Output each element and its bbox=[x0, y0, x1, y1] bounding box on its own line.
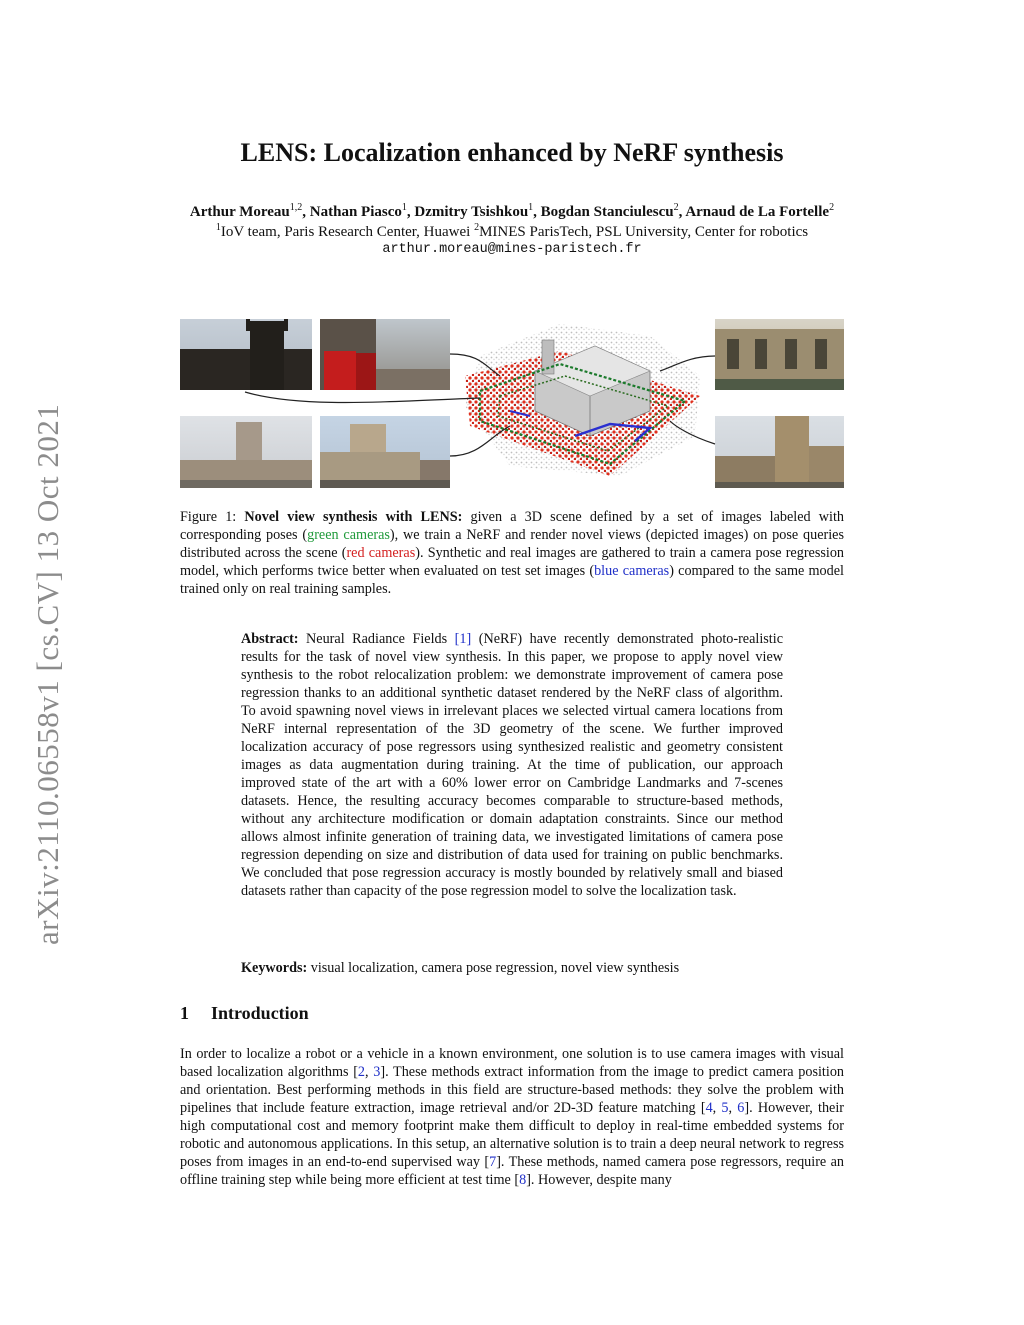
figure-caption-bold: Novel view synthesis with LENS: bbox=[244, 509, 463, 525]
author-name: Arthur Moreau bbox=[189, 204, 290, 220]
affiliation: IoV team, Paris Research Center, Huawei bbox=[220, 224, 471, 240]
citation-link[interactable]: 4 bbox=[705, 1100, 713, 1116]
caption-text: given a 3D scene defined by a set of images labeled with corresponding poses ( bbox=[180, 509, 845, 543]
caption-text: ) compared to the same model trained only on real training samples. bbox=[180, 563, 844, 597]
abstract-label: Abstract: bbox=[241, 631, 299, 647]
citation-link[interactable]: 2 bbox=[357, 1064, 366, 1080]
keywords bbox=[241, 960, 801, 977]
intro-text: , bbox=[712, 1100, 722, 1116]
caption-red-cameras: red cameras bbox=[346, 545, 416, 561]
keywords-text: visual localization, camera pose regression, novel view synthesis bbox=[310, 960, 680, 976]
citation-link[interactable]: 8 bbox=[519, 1172, 527, 1188]
author-affil-mark: 1 bbox=[401, 202, 407, 213]
abstract-text: (NeRF) have recently demonstrated photo-realistic results for the task of novel view synthesis. In this paper, we propose to apply novel view synthesis to the robot relocalization problem: we demonstrate improvement of camera pose regression thanks to an additional synthetic dataset rendered by the NeRF class of algorithm. To avoid spawning novel views in irrelevant places we selected virtual camera locations from NeRF internal representation of the 3D geometry of the scene. We further improved localization accuracy of pose regressors using synthesized realistic and geometry consistent images as data augmentation during training. At the time of publication, our approach improved state of the art with a 60% lower error on Cambridge Landmarks and 7-scenes datasets. Hence, the resulting accuracy becomes comparable to structure-based methods, without any architecture modification or domain adaptation constraints. Since our method allows almost infinite generation of training data, we investigated limitations of camera pose regression depending on size and distribution of data used for training on public benchmarks. We concluded that pose regression accuracy is mostly bounded by relatively small and biased datasets rather than capacity of the pose regression model to solve the localization task. bbox=[241, 631, 783, 899]
arxiv-stamp bbox=[30, 355, 65, 945]
section-title: Introduction bbox=[211, 1003, 309, 1023]
author-affil-mark: 1,2 bbox=[289, 202, 303, 213]
figure-1 bbox=[180, 316, 844, 491]
author-name: Dzmitry Tsishkou bbox=[414, 204, 529, 220]
author-name: Nathan Piasco bbox=[309, 204, 402, 220]
paper-title: LENS: Localization enhanced by NeRF synthesis bbox=[240, 138, 784, 167]
citation-link[interactable]: [1] bbox=[454, 631, 472, 647]
intro-text: , bbox=[728, 1100, 738, 1116]
citation-link[interactable]: 6 bbox=[737, 1100, 745, 1116]
section-number: 1 bbox=[180, 1003, 189, 1023]
arxiv-id: arXiv:2110.06558v1 [cs.CV] 13 Oct 2021 bbox=[30, 403, 65, 945]
affil-mark: 1 bbox=[215, 222, 221, 233]
intro-text: , bbox=[365, 1064, 374, 1080]
author-name: Bogdan Stanciulescu bbox=[540, 204, 674, 220]
abstract-text: Neural Radiance Fields bbox=[306, 631, 455, 647]
abstract bbox=[241, 630, 783, 900]
scene-point-cloud bbox=[180, 316, 844, 491]
intro-text: ]. However, their high computational cost and memory footprint make them difficult to deploy in real-time embedded systems for robotic and autonomous applications. In this setup, an alternative solution is to train a deep neural network to regress poses from images in an end-to-end supervised way [ bbox=[180, 1100, 845, 1170]
author-email[interactable]: arthur.moreau@mines-paristech.fr bbox=[382, 242, 642, 257]
affiliation: MINES ParisTech, PSL University, Center for robotics bbox=[479, 224, 809, 240]
caption-green-cameras: green cameras bbox=[307, 527, 390, 543]
intro-text: ]. These methods, named camera pose regressors, require an offline training step while being more efficient at test time [ bbox=[180, 1154, 844, 1188]
author-list: Arthur Moreau$^{1,2}$, Nathan Piasco$^1$, Dzmitry Tsishkou$^1$, Bogdan Stanciulescu$^2$, Arnaud de La Fortelle$^2$ bbox=[189, 202, 835, 220]
figure-label: Figure 1: bbox=[180, 509, 237, 525]
introduction-paragraph bbox=[180, 1045, 844, 1189]
intro-text: ]. However, despite many bbox=[526, 1172, 672, 1188]
author-name: Arnaud de La Fortelle bbox=[685, 204, 830, 220]
figure-caption bbox=[180, 508, 844, 598]
author-affil-mark: 2 bbox=[829, 202, 835, 213]
caption-text: ). Synthetic and real images are gathered to train a camera pose regression model, which performs twice better when evaluated on test set images ( bbox=[180, 545, 845, 579]
caption-blue-cameras: blue cameras bbox=[594, 563, 670, 579]
keywords-label: Keywords: bbox=[241, 960, 308, 976]
connector-arrow bbox=[245, 392, 480, 403]
caption-text: ), we train a NeRF and render novel views (depicted images) on pose queries distributed across the scene ( bbox=[180, 527, 844, 561]
author-affil-mark: 2 bbox=[673, 202, 679, 213]
section-heading bbox=[180, 1003, 309, 1024]
citation-link[interactable]: 3 bbox=[373, 1064, 381, 1080]
author-affil-mark: 1 bbox=[528, 202, 534, 213]
affil-mark: 2 bbox=[474, 222, 480, 233]
citation-link[interactable]: 5 bbox=[721, 1100, 729, 1116]
citation-link[interactable]: 7 bbox=[489, 1154, 497, 1170]
intro-text: In order to localize a robot or a vehicle in a known environment, one solution is to use camera images with visual based localization algorithms [ bbox=[180, 1046, 844, 1080]
affiliations bbox=[0, 222, 1024, 241]
intro-text: ]. These methods extract information from the image to predict camera position and orientation. Best performing methods in this field are structure-based methods: they solve the problem with pipelines that include feature extraction, image retrieval and/or 2D-3D feature matching [ bbox=[180, 1064, 845, 1116]
